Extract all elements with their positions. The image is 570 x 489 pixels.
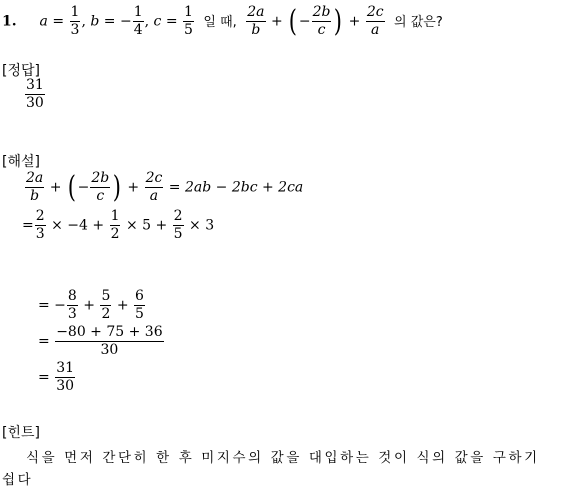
- combined-fraction: $\frac{-80 + 75 + 36}{30}$: [56, 324, 163, 358]
- plus-sign: +: [348, 13, 361, 30]
- var-a: a: [39, 13, 48, 30]
- open-paren: (: [67, 169, 76, 205]
- b-value-fraction: $\frac{1}{4}$: [133, 4, 143, 38]
- answer-value: [24, 77, 46, 112]
- plus-sign: +: [127, 179, 140, 196]
- operator-text: × −4 +: [51, 217, 105, 234]
- minus-sign: −: [77, 179, 90, 196]
- fraction-8-3: $\frac{8}{3}$: [67, 288, 77, 322]
- b-equals: = −: [99, 13, 132, 30]
- plus-sign: +: [49, 179, 62, 196]
- plus-sign: +: [116, 297, 129, 314]
- answer-label: [정답]: [2, 63, 40, 79]
- equals-sign: =: [38, 333, 50, 350]
- var-c: c: [153, 13, 162, 30]
- hint-text-line-1: 식을 먼저 간단히 한 후 미지수의 값을 대입하는 것이 식의 값을 구하기: [26, 450, 540, 466]
- question-text: 의 값은?: [394, 14, 443, 30]
- open-paren: (: [288, 3, 298, 39]
- equals-sign: =: [38, 369, 50, 386]
- term-2b-over-c: $\frac{2b}{c}$: [312, 4, 331, 38]
- solution-line-4: [38, 324, 165, 359]
- hint-label: [힌트]: [2, 425, 40, 441]
- when-text: 일 때,: [203, 14, 237, 30]
- a-equals: =: [47, 13, 69, 30]
- solution-line-5: [38, 360, 76, 395]
- term-2c-over-a: $\frac{2c}{a}$: [366, 4, 384, 38]
- c-equals: =: [161, 13, 183, 30]
- simplified-expression: = 2ab − 2bc + 2ca: [168, 179, 304, 196]
- term-2a-over-b: $\frac{2a}{b}$: [247, 4, 265, 38]
- fraction-5-2: $\frac{5}{2}$: [101, 288, 111, 322]
- result-fraction: $\frac{31}{30}$: [56, 360, 75, 394]
- plus-sign: +: [270, 13, 283, 30]
- a-value-fraction: $\frac{1}{3}$: [70, 4, 80, 38]
- operator-text: × 3: [189, 217, 215, 234]
- problem-statement: [2, 4, 443, 39]
- var-b: b: [90, 13, 100, 30]
- separator: ,: [144, 13, 154, 30]
- term-2c-over-a: $\frac{2c}{a}$: [145, 170, 163, 204]
- equals-sign: =: [22, 217, 34, 234]
- fraction-6-5: $\frac{6}{5}$: [135, 288, 144, 322]
- fraction-2-3: $\frac{2}{3}$: [35, 208, 45, 242]
- c-value-fraction: $\frac{1}{5}$: [184, 4, 193, 38]
- solution-label: [해설]: [2, 154, 40, 170]
- close-paren: ): [112, 169, 122, 205]
- term-2b-over-c: $\frac{2b}{c}$: [91, 170, 110, 204]
- problem-number: 1.: [2, 13, 17, 30]
- answer-fraction: $\frac{31}{30}$: [26, 77, 44, 111]
- plus-sign: +: [83, 297, 96, 314]
- close-paren: ): [334, 3, 343, 39]
- solution-line-2: [22, 208, 214, 243]
- operator-text: × 5 +: [125, 217, 168, 234]
- solution-line-1: [24, 170, 303, 205]
- fraction-2-5: $\frac{2}{5}$: [173, 208, 183, 242]
- solution-line-3: [38, 288, 146, 323]
- fraction-1-2: $\frac{1}{2}$: [110, 208, 120, 242]
- equals-minus: = −: [38, 297, 66, 314]
- minus-sign: −: [298, 13, 311, 30]
- term-2a-over-b: $\frac{2a}{b}$: [26, 170, 44, 204]
- hint-text-line-2: 쉽다: [2, 472, 34, 488]
- separator: ,: [81, 13, 91, 30]
